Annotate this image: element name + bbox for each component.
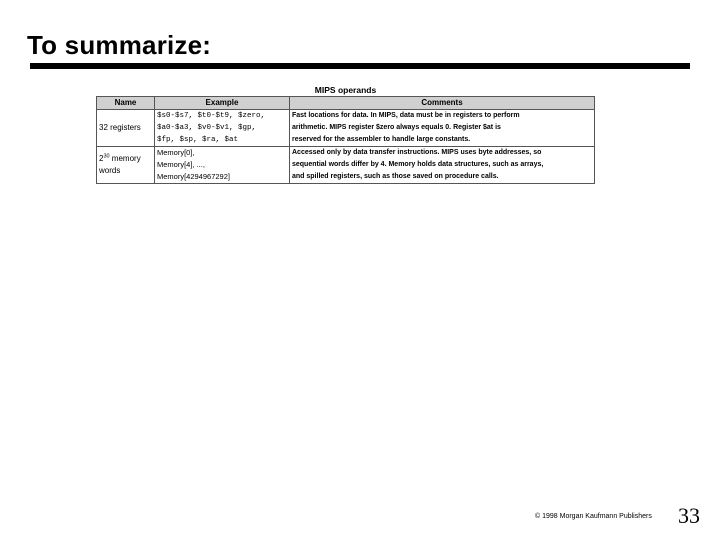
table-caption: MIPS operands — [314, 85, 377, 95]
memory-name-base: 2 — [99, 154, 104, 163]
comment-line: Fast locations for data. In MIPS, data must be in registers to perform — [292, 112, 520, 119]
title-divider — [30, 63, 690, 69]
row-comments-registers — [290, 110, 595, 147]
table-row — [97, 110, 595, 147]
example-line: Memory[0], — [157, 148, 195, 157]
row-example-registers — [155, 110, 290, 147]
example-line: Memory[4294967292] — [157, 172, 230, 181]
memory-name-rest: memory — [109, 154, 141, 163]
comment-line: reserved for the assembler to handle large constants. — [292, 136, 471, 143]
row-name-registers: 32 registers — [97, 110, 155, 147]
table-row — [97, 147, 595, 184]
memory-name-line — [99, 153, 152, 165]
row-name-memory — [97, 147, 155, 184]
memory-name-line2: words — [99, 166, 121, 175]
column-header-example: Example — [155, 97, 290, 110]
column-header-comments: Comments — [290, 97, 595, 110]
slide-title: To summarize: — [27, 30, 212, 60]
comment-line: sequential words differ by 4. Memory holds data structures, such as arrays, — [292, 161, 544, 168]
row-example-memory — [155, 147, 290, 184]
column-header-name: Name — [97, 97, 155, 110]
memory-name-exponent: 30 — [103, 153, 110, 160]
copyright-footer: © 1998 Morgan Kaufmann Publishers — [535, 513, 652, 520]
example-line: $s0-$s7, $t0-$t9, $zero, — [157, 112, 266, 120]
mips-operands-table — [96, 96, 595, 184]
comment-line: Accessed only by data transfer instructions. MIPS uses byte addresses, so — [292, 149, 542, 156]
example-line: Memory[4], ..., — [157, 160, 205, 169]
example-line: $a0-$a3, $v0-$v1, $gp, — [157, 124, 257, 132]
row-comments-memory — [290, 147, 595, 184]
table-header-row — [97, 97, 595, 110]
comment-line: arithmetic. MIPS register $zero always equals 0. Register $at is — [292, 124, 501, 131]
example-line: $fp, $sp, $ra, $at — [157, 136, 239, 144]
page-number: 33 — [678, 503, 700, 528]
comment-line: and spilled registers, such as those saved on procedure calls. — [292, 173, 499, 180]
